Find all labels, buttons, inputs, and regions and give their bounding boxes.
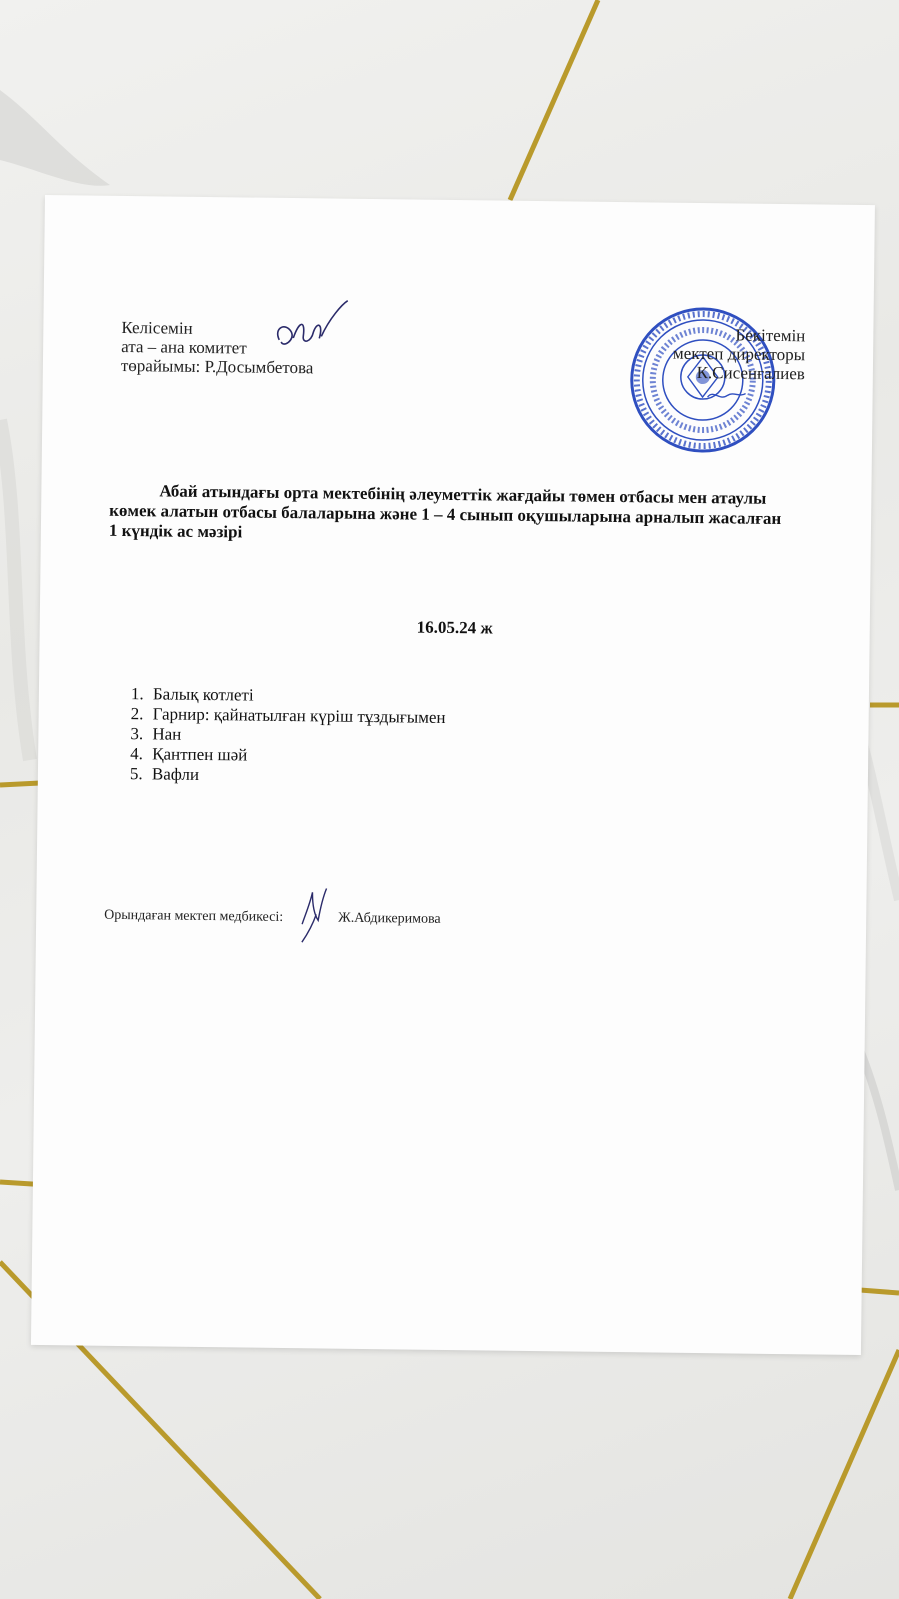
- approval-left-line1: Келісемін: [121, 317, 193, 338]
- list-item: [130, 764, 445, 788]
- menu-item-text: Балық котлеті: [152, 684, 254, 705]
- approval-block-right: [673, 325, 806, 384]
- menu-date: 16.05.24 ж: [416, 617, 493, 638]
- menu-item-text: Гарнир: қайнатылған күріш тұздығымен: [152, 704, 446, 727]
- footer-label: Орындаған мектеп медбикесі:: [104, 907, 284, 925]
- gold-trim-line: [510, 0, 598, 200]
- committee-signature: [271, 298, 352, 359]
- menu-item-text: Вафли: [151, 764, 200, 784]
- approval-left-line3: төрайымы: Р.Досымбетова: [120, 355, 314, 378]
- approval-right-line3: К.Сисенғалиев: [696, 362, 805, 384]
- menu-item-text: Нан: [152, 724, 182, 744]
- list-number: 3.: [130, 724, 144, 744]
- menu-document: [31, 195, 875, 1355]
- list-number: 5.: [129, 764, 143, 784]
- list-number: 1.: [130, 684, 144, 704]
- menu-item-text: Қантпен шәй: [152, 744, 248, 765]
- list-number: 4.: [130, 744, 144, 764]
- approval-right-line2: мектеп директоры: [672, 343, 806, 365]
- gold-trim-line: [790, 1350, 899, 1599]
- list-number: 2.: [130, 704, 144, 724]
- nurse-signature: [298, 884, 335, 944]
- approval-right-line1: Бекітемін: [735, 325, 806, 346]
- document-title: Абай атындағы орта мектебінің әлеуметтік жағдайы төмен отбасы мен атаулы көмек алатын отбасы балаларына және 1 – 4 сынып оқушыларына арналып жасалған 1 күндік ас мәзірі: [108, 481, 782, 542]
- menu-list: [130, 684, 446, 788]
- approval-left-line2: ата – ана комитет: [121, 336, 247, 358]
- gold-trim-line: [860, 1290, 899, 1293]
- footer-name: Ж.Абдикеримова: [338, 910, 441, 927]
